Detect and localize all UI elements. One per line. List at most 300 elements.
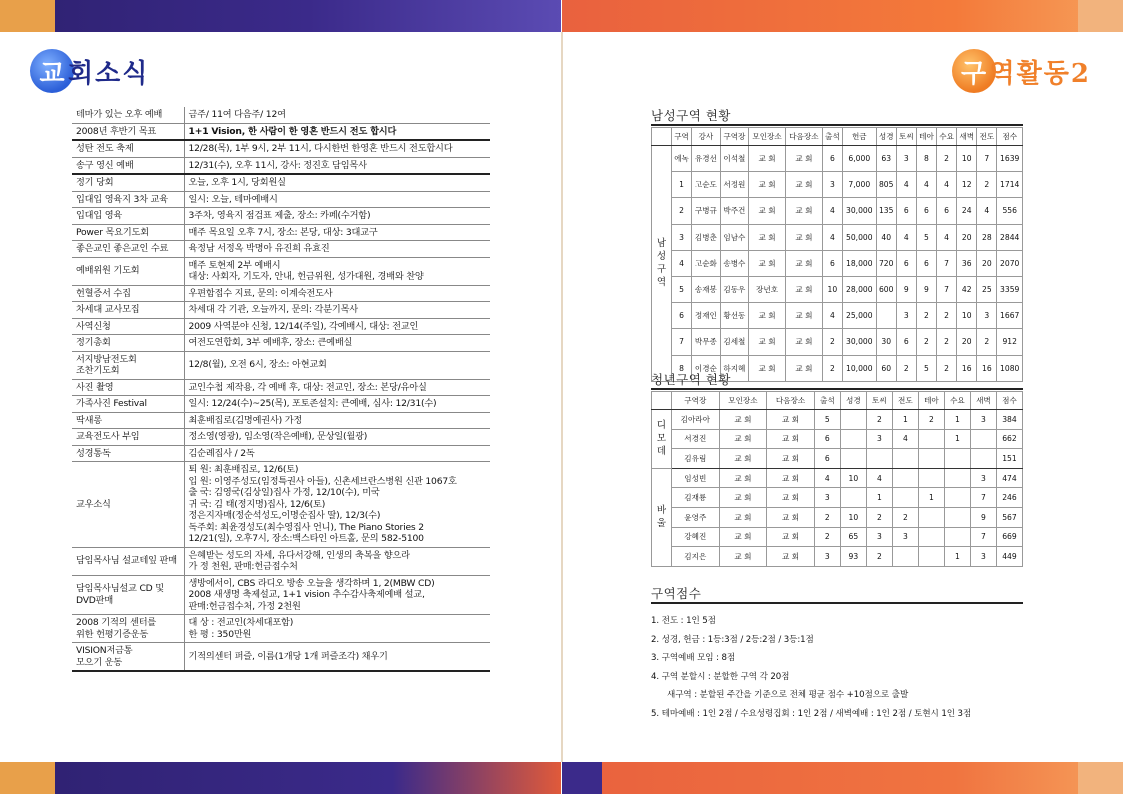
logo-badge-right: 구 [952,49,996,93]
table-cell: 2 [916,303,936,329]
table-cell: 30,000 [842,329,876,355]
region-cell: 바 울 [652,468,672,566]
table-cell: 교 회 [749,172,786,198]
table-cell: 6 [896,329,916,355]
table-cell: 3 [896,146,916,172]
column-header: 새벽 [957,128,977,146]
table-cell: 3 [866,527,892,547]
top-right-band [562,0,1123,32]
table-cell: 송재봉 [692,276,721,302]
column-header: 테아 [918,392,944,410]
news-value: 생방에서이, CBS 라디오 방송 오늘을 생각하며 1, 2(MBW CD) 2008 새생명 축제설교, 1+1 vision 추수감사축제예배 설교, 판매:헌금접수처, 가정 2천원 [184,575,490,615]
news-label: 담임목사님설교 CD 및 DVD판매 [72,575,184,615]
news-row [72,241,490,258]
table-cell: 2 [916,329,936,355]
table-cell: 2 [822,355,842,381]
column-header: 성경 [840,392,866,410]
table-row [652,303,1023,329]
youth-district-table [651,391,1023,567]
table-cell [840,429,866,449]
table-cell: 5 [672,276,692,302]
table-cell: 2 [814,507,840,527]
news-label: 차세대 교사모집 [72,302,184,319]
table-cell: 662 [996,429,1022,449]
column-header: 점수 [997,128,1023,146]
news-label: 교육전도사 부임 [72,429,184,446]
table-cell: 교 회 [749,355,786,381]
table-cell: 김병춘 [692,224,721,250]
table-cell [840,410,866,430]
table-cell: 6 [916,198,936,224]
table-cell: 25,000 [842,303,876,329]
table-cell: 2 [937,303,957,329]
table-cell: 5 [814,410,840,430]
table-cell: 교 회 [749,250,786,276]
table-cell [944,488,970,508]
table-cell: 김지은 [672,547,720,567]
table-cell: 4 [814,468,840,488]
table-cell: 1 [866,488,892,508]
news-label: 성경통독 [72,445,184,462]
column-header: 다음장소 [767,392,815,410]
news-value: 정소영(영광), 임소영(작은예배), 문상일(월광) [184,429,490,446]
youth-title-rule [651,388,1023,390]
news-label: 서지방남전도회 조찬기도회 [72,351,184,379]
table-cell: 임남수 [720,224,749,250]
news-label: 좋은교인 좋은교인 수료 [72,241,184,258]
table-cell: 10 [957,146,977,172]
news-row [72,351,490,379]
column-header: 전도 [892,392,918,410]
news-row [72,302,490,319]
score-section-title: 구역점수 [651,586,702,601]
news-row [72,224,490,241]
table-cell: 567 [996,507,1022,527]
table-cell: 김유림 [672,449,720,469]
news-row [72,412,490,429]
table-cell: 3 [672,224,692,250]
table-cell: 449 [996,547,1022,567]
youth-section-title: 청년구역 현황 [651,372,731,387]
table-cell: 1 [944,429,970,449]
table-cell: 2 [822,329,842,355]
news-value: 매주 토현제 2부 예배시 대상: 사회자, 기도자, 안내, 헌금위원, 성가대원, 경배와 찬양 [184,257,490,285]
table-cell: 5 [916,224,936,250]
column-header: 구역 [672,128,692,146]
table-cell: 10 [957,303,977,329]
table-cell [892,547,918,567]
table-cell: 18,000 [842,250,876,276]
male-title-rule [651,124,1023,126]
news-row [72,140,490,157]
table-cell: 30 [876,329,896,355]
table-row [652,250,1023,276]
table-cell: 교 회 [767,507,815,527]
table-cell: 4 [822,224,842,250]
table-cell [918,507,944,527]
table-cell: 3 [970,468,996,488]
table-cell: 2 [866,547,892,567]
column-header: 모인장소 [749,128,786,146]
column-header: 출석 [822,128,842,146]
news-label: 성탄 전도 축제 [72,140,184,157]
news-label: 사진 촬영 [72,379,184,396]
score-title-rule [651,602,1023,604]
table-cell: 1639 [997,146,1023,172]
table-cell: 교 회 [785,250,822,276]
news-value: 육정남 서정옥 박명아 유진희 유효진 [184,241,490,258]
news-row [72,318,490,335]
news-row [72,643,490,672]
logo-text-right: 역활동2 [989,58,1091,89]
table-cell: 6 [814,429,840,449]
news-row [72,123,490,140]
news-value: 금주/ 11여 다음주/ 12여 [184,107,490,123]
table-cell: 93 [840,547,866,567]
table-cell: 2 [814,527,840,547]
table-cell: 24 [957,198,977,224]
table-cell: 교 회 [749,303,786,329]
news-row [72,335,490,352]
table-cell [918,547,944,567]
news-value: 여전도연합회, 3부 예배후, 장소: 큰예배실 [184,335,490,352]
score-rule: 새구역 : 분할된 주간을 기준으로 전체 평균 점수 +10점으로 출발 [667,690,909,701]
table-cell: 9 [970,507,996,527]
table-cell: 교 회 [719,488,767,508]
table-cell [944,507,970,527]
table-cell: 4 [937,172,957,198]
table-cell: 7 [937,276,957,302]
table-cell: 김동우 [720,276,749,302]
table-cell: 7 [937,250,957,276]
score-rule: 2. 성경, 헌금 : 1등:3점 / 2등:2점 / 3등:1점 [651,634,814,645]
table-cell: 9 [896,276,916,302]
table-cell: 1 [892,410,918,430]
table-cell: 교 회 [767,527,815,547]
table-cell: 6,000 [842,146,876,172]
table-cell [970,429,996,449]
table-cell: 교 회 [785,224,822,250]
news-label: 교우소식 [72,462,184,548]
news-value: 매주 목요일 오후 7시, 장소: 본당, 대상: 3대교구 [184,224,490,241]
column-header: 테아 [916,128,936,146]
score-rules-list [651,612,1023,724]
top-left-band [0,0,561,32]
table-cell: 이석철 [720,146,749,172]
table-cell [944,468,970,488]
region-cell: 디 모 데 [652,410,672,469]
table-cell: 박무종 [692,329,721,355]
region-cell: 남 성 구 역 [652,146,672,382]
news-value: 우편함접수 지료, 문의: 이계숙전도사 [184,285,490,302]
news-value: 차세대 각 기관, 오늘까지, 문의: 각분기목사 [184,302,490,319]
column-header: 강사 [692,128,721,146]
church-news-logo [30,48,149,94]
table-cell [892,468,918,488]
table-cell: 1 [944,410,970,430]
news-row [72,575,490,615]
column-header: 헌금 [842,128,876,146]
news-label: 가족사진 Festival [72,396,184,413]
column-header: 토씨 [866,392,892,410]
male-district-table [651,127,1023,382]
table-cell: 60 [876,355,896,381]
table-cell: 김세철 [720,329,749,355]
table-cell: 4 [892,429,918,449]
table-cell: 에녹 [672,146,692,172]
news-value: 2009 사역분야 신청, 12/14(주일), 각예배시, 대상: 전교인 [184,318,490,335]
table-cell: 50,000 [842,224,876,250]
table-cell: 윤영주 [672,507,720,527]
table-cell: 교 회 [785,198,822,224]
table-cell: 1 [918,488,944,508]
table-cell: 박주건 [720,198,749,224]
table-cell: 교 회 [719,547,767,567]
table-cell: 4 [916,172,936,198]
news-row [72,396,490,413]
table-cell: 교 회 [767,449,815,469]
news-value: 김순례집사 / 2독 [184,445,490,462]
table-cell: 28 [977,224,997,250]
table-cell: 임성빈 [672,468,720,488]
table-cell: 3359 [997,276,1023,302]
table-cell: 2 [672,198,692,224]
table-cell [876,303,896,329]
table-cell: 송병수 [720,250,749,276]
score-rule: 4. 구역 분할시 : 분할한 구역 각 20점 [651,671,790,682]
table-cell: 김재룡 [672,488,720,508]
news-row [72,285,490,302]
table-cell: 강혜진 [672,527,720,547]
table-cell: 3 [814,547,840,567]
table-cell: 2 [937,329,957,355]
news-label: 테마가 있는 오후 예배 [72,107,184,123]
news-label: 담임목사님 설교테잎 판매 [72,547,184,575]
table-cell: 1 [672,172,692,198]
table-cell: 7 [970,527,996,547]
news-label: 입대입 영육지 3차 교육 [72,191,184,208]
table-cell [840,449,866,469]
male-section-title: 남성구역 현황 [651,108,731,123]
news-label: Power 목요기도회 [72,224,184,241]
table-cell: 25 [977,276,997,302]
table-cell [918,527,944,547]
table-cell [892,488,918,508]
news-row [72,174,490,191]
bottom-right-band [562,762,1123,794]
column-header: 구역장 [672,392,720,410]
table-cell: 고순도 [692,172,721,198]
news-row [72,547,490,575]
news-value: 일시: 오늘, 테마예배시 [184,191,490,208]
score-rule: 5. 테마예배 : 1인 2점 / 수요성령집회 : 1인 2점 / 새벽예배 : 1인 2점 / 토현시 1인 3점 [651,708,972,719]
table-cell: 4 [866,468,892,488]
column-header: 성경 [876,128,896,146]
table-cell: 교 회 [719,527,767,547]
table-cell: 7,000 [842,172,876,198]
news-label: 헌혈증서 수집 [72,285,184,302]
table-cell: 8 [916,146,936,172]
table-cell: 151 [996,449,1022,469]
table-cell: 3 [866,429,892,449]
table-cell: 4 [672,250,692,276]
logo-text-left: 회소식 [68,58,150,89]
table-cell [840,488,866,508]
table-cell: 교 회 [719,429,767,449]
table-cell: 2 [937,355,957,381]
table-cell: 384 [996,410,1022,430]
table-cell: 교 회 [767,410,815,430]
table-cell: 20 [957,329,977,355]
table-cell: 63 [876,146,896,172]
table-cell: 4 [822,303,842,329]
news-row [72,157,490,174]
table-cell: 교 회 [767,468,815,488]
table-cell: 하지혜 [720,355,749,381]
table-cell: 2844 [997,224,1023,250]
table-cell: 669 [996,527,1022,547]
table-row [652,146,1023,172]
news-value: 오늘, 오후 1시, 당회원실 [184,174,490,191]
news-value: 대 상 : 전교인(차세대포함) 한 평 : 350만원 [184,615,490,643]
page-fold [561,32,563,762]
table-cell: 10 [840,468,866,488]
table-cell: 42 [957,276,977,302]
table-cell: 6 [822,250,842,276]
table-cell: 1080 [997,355,1023,381]
score-rule: 3. 구역예배 모임 : 8점 [651,653,736,664]
table-cell: 4 [822,198,842,224]
news-value: 은혜받는 성도의 자세, 유다서강해, 인생의 축복을 향으라 가 정 천원, 판매:헌금접수처 [184,547,490,575]
table-cell: 교 회 [719,507,767,527]
table-cell: 16 [977,355,997,381]
table-cell [892,449,918,469]
table-cell: 이경순 [692,355,721,381]
table-cell: 6 [896,250,916,276]
table-cell: 고순화 [692,250,721,276]
table-cell: 2 [977,172,997,198]
table-cell: 720 [876,250,896,276]
bottom-left-band [0,762,561,794]
news-row [72,107,490,123]
table-cell: 교 회 [749,198,786,224]
table-cell: 유경선 [692,146,721,172]
table-cell: 7 [672,329,692,355]
table-cell: 교 회 [767,547,815,567]
news-row [72,429,490,446]
church-news-table [72,107,490,672]
table-cell: 4 [937,224,957,250]
table-cell: 246 [996,488,1022,508]
news-value: 최훈배집로(김명예권사) 가정 [184,412,490,429]
table-cell: 3 [814,488,840,508]
logo-badge-left: 교 [30,49,74,93]
table-cell: 교 회 [719,449,767,469]
news-value: 12/8(월), 오전 6시, 장소: 아현교회 [184,351,490,379]
table-cell: 30,000 [842,198,876,224]
table-cell [866,449,892,469]
table-cell: 9 [916,276,936,302]
table-cell [944,449,970,469]
table-cell: 서경진 [672,429,720,449]
table-cell: 2 [866,507,892,527]
table-cell: 교 회 [719,468,767,488]
news-row [72,257,490,285]
table-cell [918,468,944,488]
table-cell: 2 [892,507,918,527]
table-cell: 교 회 [749,329,786,355]
table-cell: 2 [977,329,997,355]
table-cell: 12 [957,172,977,198]
table-cell: 20 [957,224,977,250]
table-row [652,172,1023,198]
news-label: 입대입 영육 [72,208,184,225]
news-label: 송구 영신 예배 [72,157,184,174]
table-cell: 교 회 [785,276,822,302]
table-row [652,429,1023,449]
table-cell: 3 [970,410,996,430]
table-cell: 3 [896,303,916,329]
table-cell: 교 회 [785,303,822,329]
table-cell: 서정원 [720,172,749,198]
news-value: 퇴 원: 최훈배집로, 12/6(토) 입 원: 이영주성도(임정특권사 아들), 신촌세브란스병원 신관 1067호 출 국: 김영국(김상일)집사 가정, 12/10(수), 미국 귀 국: 김 태(정지명)집사, 12/6(토) 정은지자매(정순석성도,이명순집사 딸), 12/3(수) 독주회: 최윤경성도(최수영집사 언니), The Piano Stories 2 12/21(일), 오후7시, 장소:백스타인 아트홀, 문의 582-5100 [184,462,490,548]
news-label: 2008년 후반기 목표 [72,123,184,140]
news-label: VISION저금통 모으기 운동 [72,643,184,672]
table-cell: 6 [916,250,936,276]
column-header: 모인장소 [719,392,767,410]
table-cell: 20 [977,250,997,276]
table-row [652,329,1023,355]
table-cell: 2 [866,410,892,430]
table-cell: 10 [822,276,842,302]
table-cell: 1667 [997,303,1023,329]
column-header: 토씨 [896,128,916,146]
table-cell: 1714 [997,172,1023,198]
column-header: 전도 [977,128,997,146]
column-header: 구역장 [720,128,749,146]
table-cell: 교 회 [719,410,767,430]
column-header: 새벽 [970,392,996,410]
table-cell: 3 [970,547,996,567]
table-cell: 4 [977,198,997,224]
table-cell: 36 [957,250,977,276]
table-cell: 교 회 [785,329,822,355]
table-cell: 2 [896,355,916,381]
news-row [72,462,490,548]
table-cell: 6 [672,303,692,329]
column-header: 출석 [814,392,840,410]
news-row [72,615,490,643]
table-cell: 135 [876,198,896,224]
news-value: 3주차, 영육지 점검표 제출, 장소: 카페(수거함) [184,208,490,225]
news-value: 일시: 12/24(수)~25(목), 포토존설치: 큰예배, 심사: 12/31(수) [184,396,490,413]
table-cell: 8 [672,355,692,381]
table-cell: 김아라아 [672,410,720,430]
table-cell: 805 [876,172,896,198]
table-row [652,527,1023,547]
column-header: 다음장소 [785,128,822,146]
news-value: 교인수첩 제작용, 각 예배 후, 대상: 전교인, 장소: 본당/유아실 [184,379,490,396]
table-cell: 2070 [997,250,1023,276]
table-cell: 5 [916,355,936,381]
table-cell: 4 [896,172,916,198]
table-cell: 2 [918,410,944,430]
table-cell: 교 회 [767,488,815,508]
table-row [652,507,1023,527]
table-cell: 6 [896,198,916,224]
table-cell: 3 [822,172,842,198]
table-cell: 1 [944,547,970,567]
